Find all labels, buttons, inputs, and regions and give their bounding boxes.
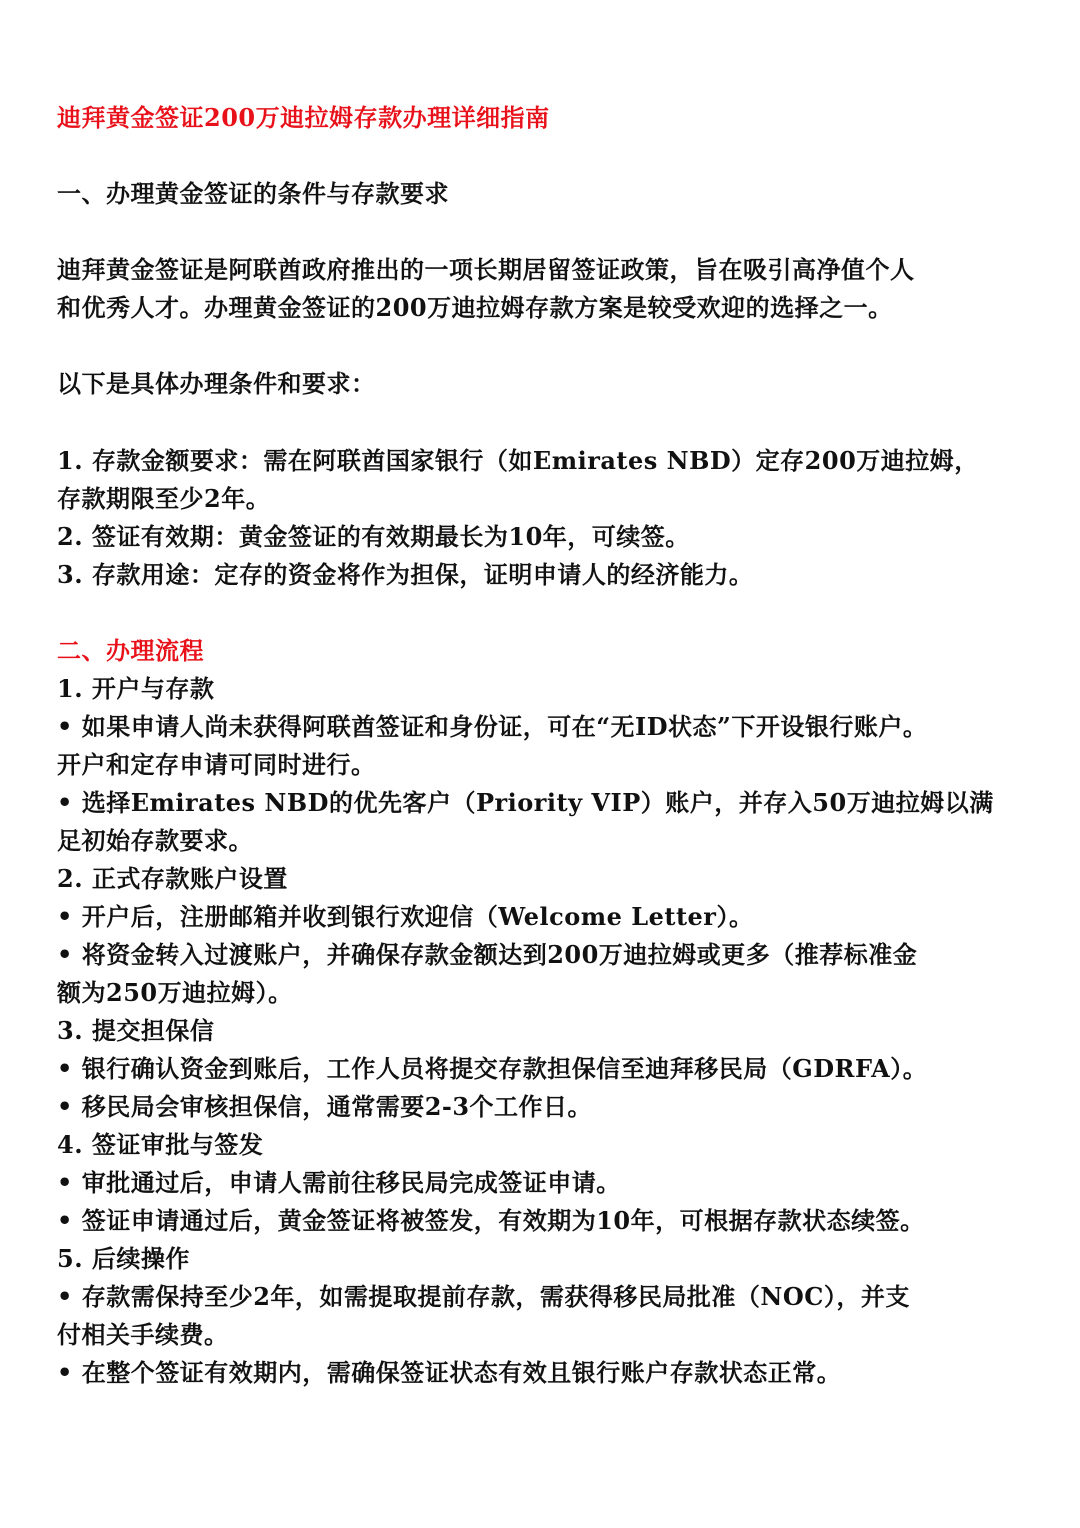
requirement-item: 1. 存款金额要求：需在阿联酋国家银行（如Emirates NBD）定存200万迪拉姆， [57,446,979,475]
process-line: • 如果申请人尚未获得阿联酋签证和身份证，可在“无ID状态”下开设银行账户。 [57,712,928,741]
process-line: 4. 签证审批与签发 [57,1130,264,1159]
process-line: 足初始存款要求。 [57,826,253,855]
process-line: • 存款需保持至少2年，如需提取提前存款，需获得移民局批准（NOC），并支 [57,1282,910,1311]
section1-heading: 一、办理黄金签证的条件与存款要求 [57,179,449,208]
process-line: • 移民局会审核担保信，通常需要2-3个工作日。 [57,1092,593,1121]
intro-line-1: 迪拜黄金签证是阿联酋政府推出的一项长期居留签证政策，旨在吸引高净值个人 [57,255,915,284]
process-line: • 审批通过后，申请人需前往移民局完成签证申请。 [57,1168,621,1197]
process-line: • 开户后，注册邮箱并收到银行欢迎信（Welcome Letter）。 [57,902,754,931]
process-line: 开户和定存申请可同时进行。 [57,750,376,779]
requirement-item: 存款期限至少2年。 [57,484,271,513]
process-line: 3. 提交担保信 [57,1016,215,1045]
process-line: • 签证申请通过后，黄金签证将被签发，有效期为10年，可根据存款状态续签。 [57,1206,925,1235]
intro-line-2: 和优秀人才。办理黄金签证的200万迪拉姆存款方案是较受欢迎的选择之一。 [57,293,893,322]
process-line: 2. 正式存款账户设置 [57,864,288,893]
process-line: • 银行确认资金到账后，工作人员将提交存款担保信至迪拜移民局（GDRFA）。 [57,1054,928,1083]
document-title: 迪拜黄金签证200万迪拉姆存款办理详细指南 [57,103,550,132]
requirement-item: 2. 签证有效期：黄金签证的有效期最长为10年，可续签。 [57,522,690,551]
process-line: • 选择Emirates NBD的优先客户（Priority VIP）账户，并存入50万迪拉姆以满 [57,788,994,817]
process-line: • 在整个签证有效期内，需确保签证状态有效且银行账户存款状态正常。 [57,1358,842,1387]
section2-heading: 二、办理流程 [57,636,204,665]
process-line: • 将资金转入过渡账户，并确保存款金额达到200万迪拉姆或更多（推荐标准金 [57,940,918,969]
requirement-item: 3. 存款用途：定存的资金将作为担保，证明申请人的经济能力。 [57,560,754,589]
process-line: 5. 后续操作 [57,1244,190,1273]
process-line: 1. 开户与存款 [57,674,215,703]
requirements-lead: 以下是具体办理条件和要求： [57,369,376,398]
process-line: 额为250万迪拉姆）。 [57,978,293,1007]
process-line: 付相关手续费。 [57,1320,229,1349]
